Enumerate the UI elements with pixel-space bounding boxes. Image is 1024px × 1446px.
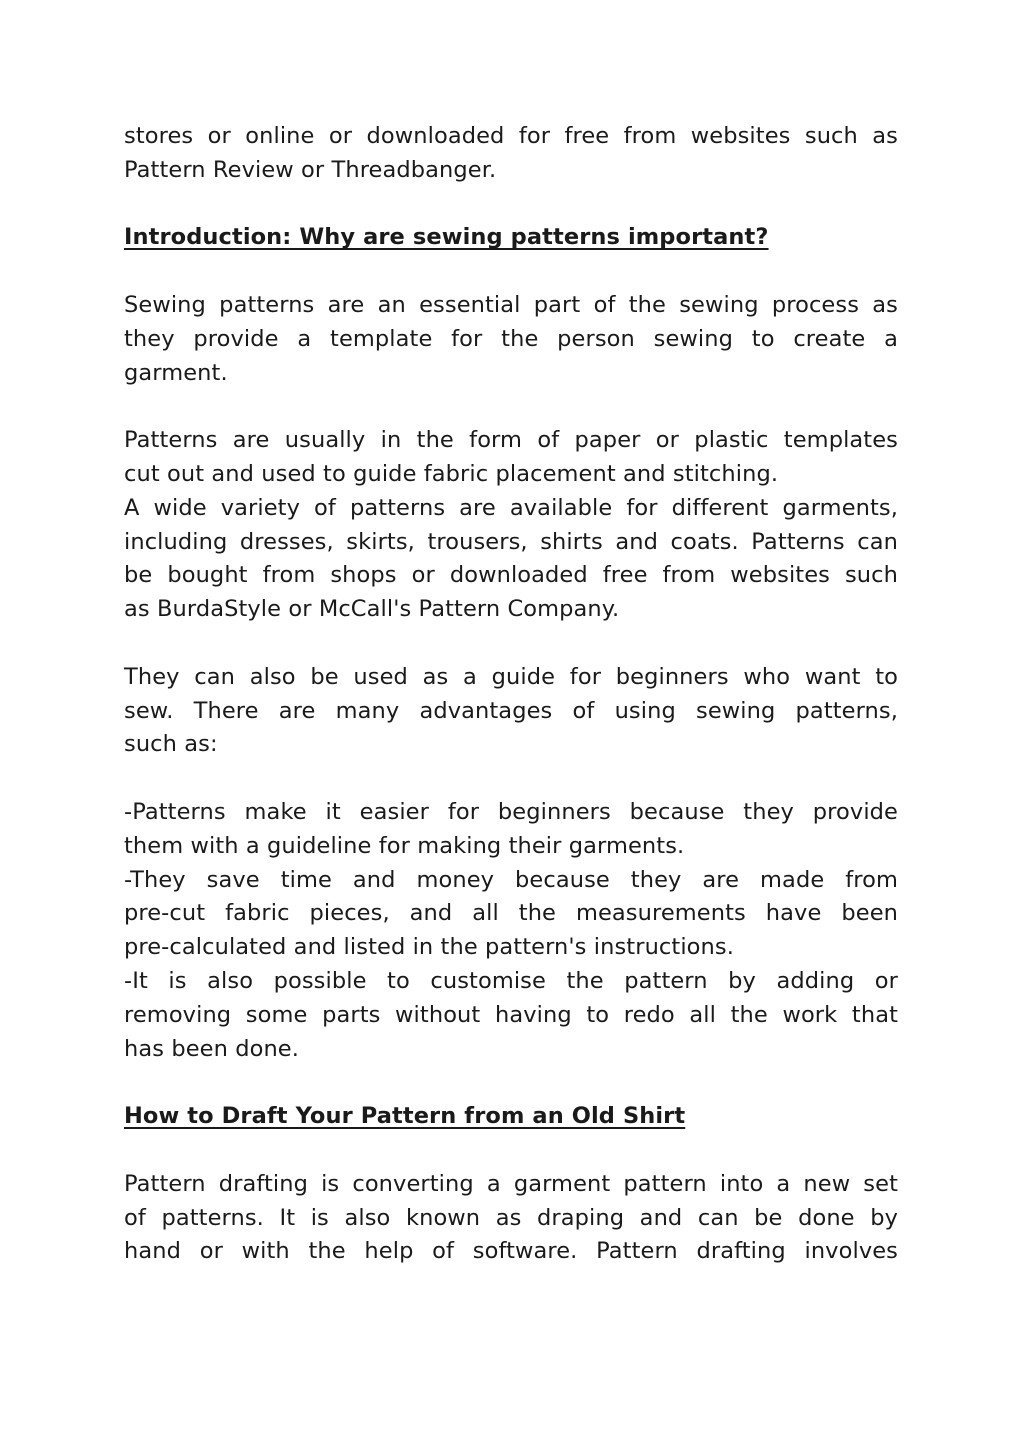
text-line: Pattern Review or Threadbanger.	[124, 156, 497, 183]
paragraph-advantages-list	[124, 796, 898, 1066]
text-line: -They save time and money because they are made from	[124, 866, 898, 893]
text-line: stores or online or downloaded for free from websites such as	[124, 123, 898, 149]
paragraph-pattern-drafting	[124, 1168, 898, 1269]
text-line: Sewing patterns are an essential part of the sewing process as	[124, 291, 898, 318]
text-line: removing some parts without having to redo all the work that	[124, 1001, 898, 1028]
text-line: such as:	[124, 731, 218, 758]
section-heading-draft-pattern: How to Draft Your Pattern from an Old Shirt	[124, 1103, 686, 1130]
text-line: be bought from shops or downloaded free from websites such	[124, 562, 898, 589]
text-line: they provide a template for the person sewing to create a	[124, 325, 898, 352]
document-page	[124, 120, 898, 1269]
paragraph-essential-part	[124, 289, 898, 390]
text-line: has been done.	[124, 1035, 300, 1062]
text-line: -It is also possible to customise the pattern by adding or	[124, 967, 898, 994]
text-line: -Patterns make it easier for beginners because they provide	[124, 798, 898, 825]
text-line: of patterns. It is also known as draping and can be done by	[124, 1204, 898, 1231]
text-line: A wide variety of patterns are available for different garments,	[124, 494, 898, 521]
text-line: hand or with the help of software. Pattern drafting involves	[124, 1238, 898, 1265]
text-line: including dresses, skirts, trousers, shirts and coats. Patterns can	[124, 528, 898, 555]
text-line: They can also be used as a guide for beginners who want to	[124, 663, 898, 690]
text-line: pre-cut fabric pieces, and all the measurements have been	[124, 900, 898, 927]
text-line: garment.	[124, 359, 228, 386]
text-line: Patterns are usually in the form of paper or plastic templates	[124, 427, 898, 454]
text-line: them with a guideline for making their garments.	[124, 832, 685, 859]
text-line: cut out and used to guide fabric placement and stitching.	[124, 460, 779, 487]
paragraph-pattern-forms	[124, 424, 898, 627]
text-line: pre-calculated and listed in the pattern's instructions.	[124, 934, 734, 961]
text-line: as BurdaStyle or McCall's Pattern Company.	[124, 596, 620, 623]
paragraph-intro-continuation	[124, 120, 898, 188]
paragraph-guide-beginners	[124, 661, 898, 762]
text-line: sew. There are many advantages of using sewing patterns,	[124, 697, 898, 724]
text-line: Pattern drafting is converting a garment pattern into a new set	[124, 1170, 898, 1197]
section-heading-introduction: Introduction: Why are sewing patterns important?	[124, 224, 769, 251]
